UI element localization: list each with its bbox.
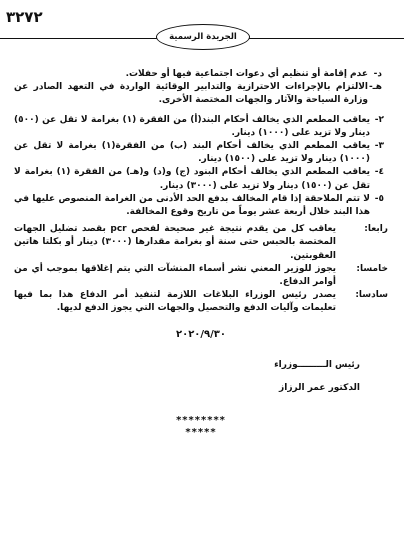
list-marker: ٣- bbox=[374, 141, 384, 152]
list-marker: هـ- bbox=[368, 82, 382, 93]
penalty-item-3 bbox=[14, 140, 388, 166]
section-fourth bbox=[14, 223, 388, 263]
section-marker: رابعا: bbox=[364, 224, 388, 235]
section-fifth bbox=[14, 263, 388, 289]
penalty-item-5 bbox=[14, 193, 388, 219]
list-marker: ٤- bbox=[374, 167, 384, 178]
penalty-item-2 bbox=[14, 114, 388, 140]
list-text: يعاقب المطعم الذي يخالف أحكام البند (ب) من الفقرة(١) بغرامة لا تقل عن (١٠٠٠) دينار ولا تزيد على (١٥٠٠) دينار. bbox=[14, 141, 370, 165]
document-date: ٢٠٢٠/٩/٣٠ bbox=[175, 328, 227, 340]
gazette-title: الجريدة الرسمية bbox=[169, 32, 237, 42]
list-text: الالتزام بالإجراءات الاحترازية والتدابير الوقائية الواردة في التعهد الصادر عن وزارة السياحة والآثار والجهات المختصة الأخرى. bbox=[14, 82, 368, 106]
list-item-d bbox=[14, 68, 388, 81]
list-marker: ٥- bbox=[374, 193, 384, 204]
section-marker: خامسا: bbox=[356, 263, 388, 274]
section-text: يعاقب كل من يقدم نتيجة غير صحيحة لفحص pcr بقصد تضليل الجهات المختصة بالحبس حتى سنة أو بغرامة مقدارها (٣٠٠٠) دينار أو بكلتا هاتين العقوبتين. bbox=[14, 224, 336, 261]
penalty-item-4 bbox=[14, 166, 388, 192]
signatory-title: رئيس الـــــــــوزراء bbox=[274, 359, 360, 370]
list-text: لا تتم الملاحقة إذا قام المخالف بدفع الحد الأدنى من الغرامة المنصوص عليها في هذا البند خلال أربعة عشر يوماً من تاريخ وقوع المخالفة. bbox=[14, 193, 370, 218]
list-marker: د- bbox=[373, 69, 382, 79]
separator-stars: ******** bbox=[176, 415, 226, 427]
list-text: يعاقب المطعم الذي يخالف أحكام البند(أ) من الفقرة (١) بغرامة لا تقل عن (٥٠٠) دينار ولا تزيد على (١٠٠٠) دينار. bbox=[14, 114, 371, 138]
list-item-h bbox=[14, 81, 388, 107]
section-sixth bbox=[14, 289, 388, 315]
signatory-name: الدكتور عمر الرزاز bbox=[279, 383, 360, 394]
section-text: يصدر رئيس الوزراء البلاغات اللازمة لتنفيذ أمر الدفاع هذا بما فيها تعليمات وآليات الدفع والتحصيل والجهات التي يجوز الدفع لديها. bbox=[14, 290, 336, 314]
list-text: عدم إقامة أو تنظيم أي دعوات اجتماعية فيها أو حفلات. bbox=[125, 69, 368, 79]
section-text: يجوز للوزير المعني نشر أسماء المنشآت التي يتم إغلاقها بموجب أي من أوامر الدفاع. bbox=[14, 263, 336, 288]
section-marker: سادسا: bbox=[355, 290, 388, 301]
list-marker: ٢- bbox=[374, 114, 384, 125]
gazette-title-badge bbox=[156, 24, 250, 50]
separator-stars-short: ***** bbox=[185, 427, 217, 439]
document-body bbox=[14, 68, 388, 439]
page-number: ٣٢٧٢ bbox=[6, 8, 43, 26]
list-text: يعاقب المطعم الذي يخالف أحكام البنود (ج) و(د) و(هـ) من الفقرة (١) بغرامة لا تقل عن (١٥٠٠) دينار ولا تزيد على (٣٠٠٠) دينار. bbox=[14, 167, 370, 191]
